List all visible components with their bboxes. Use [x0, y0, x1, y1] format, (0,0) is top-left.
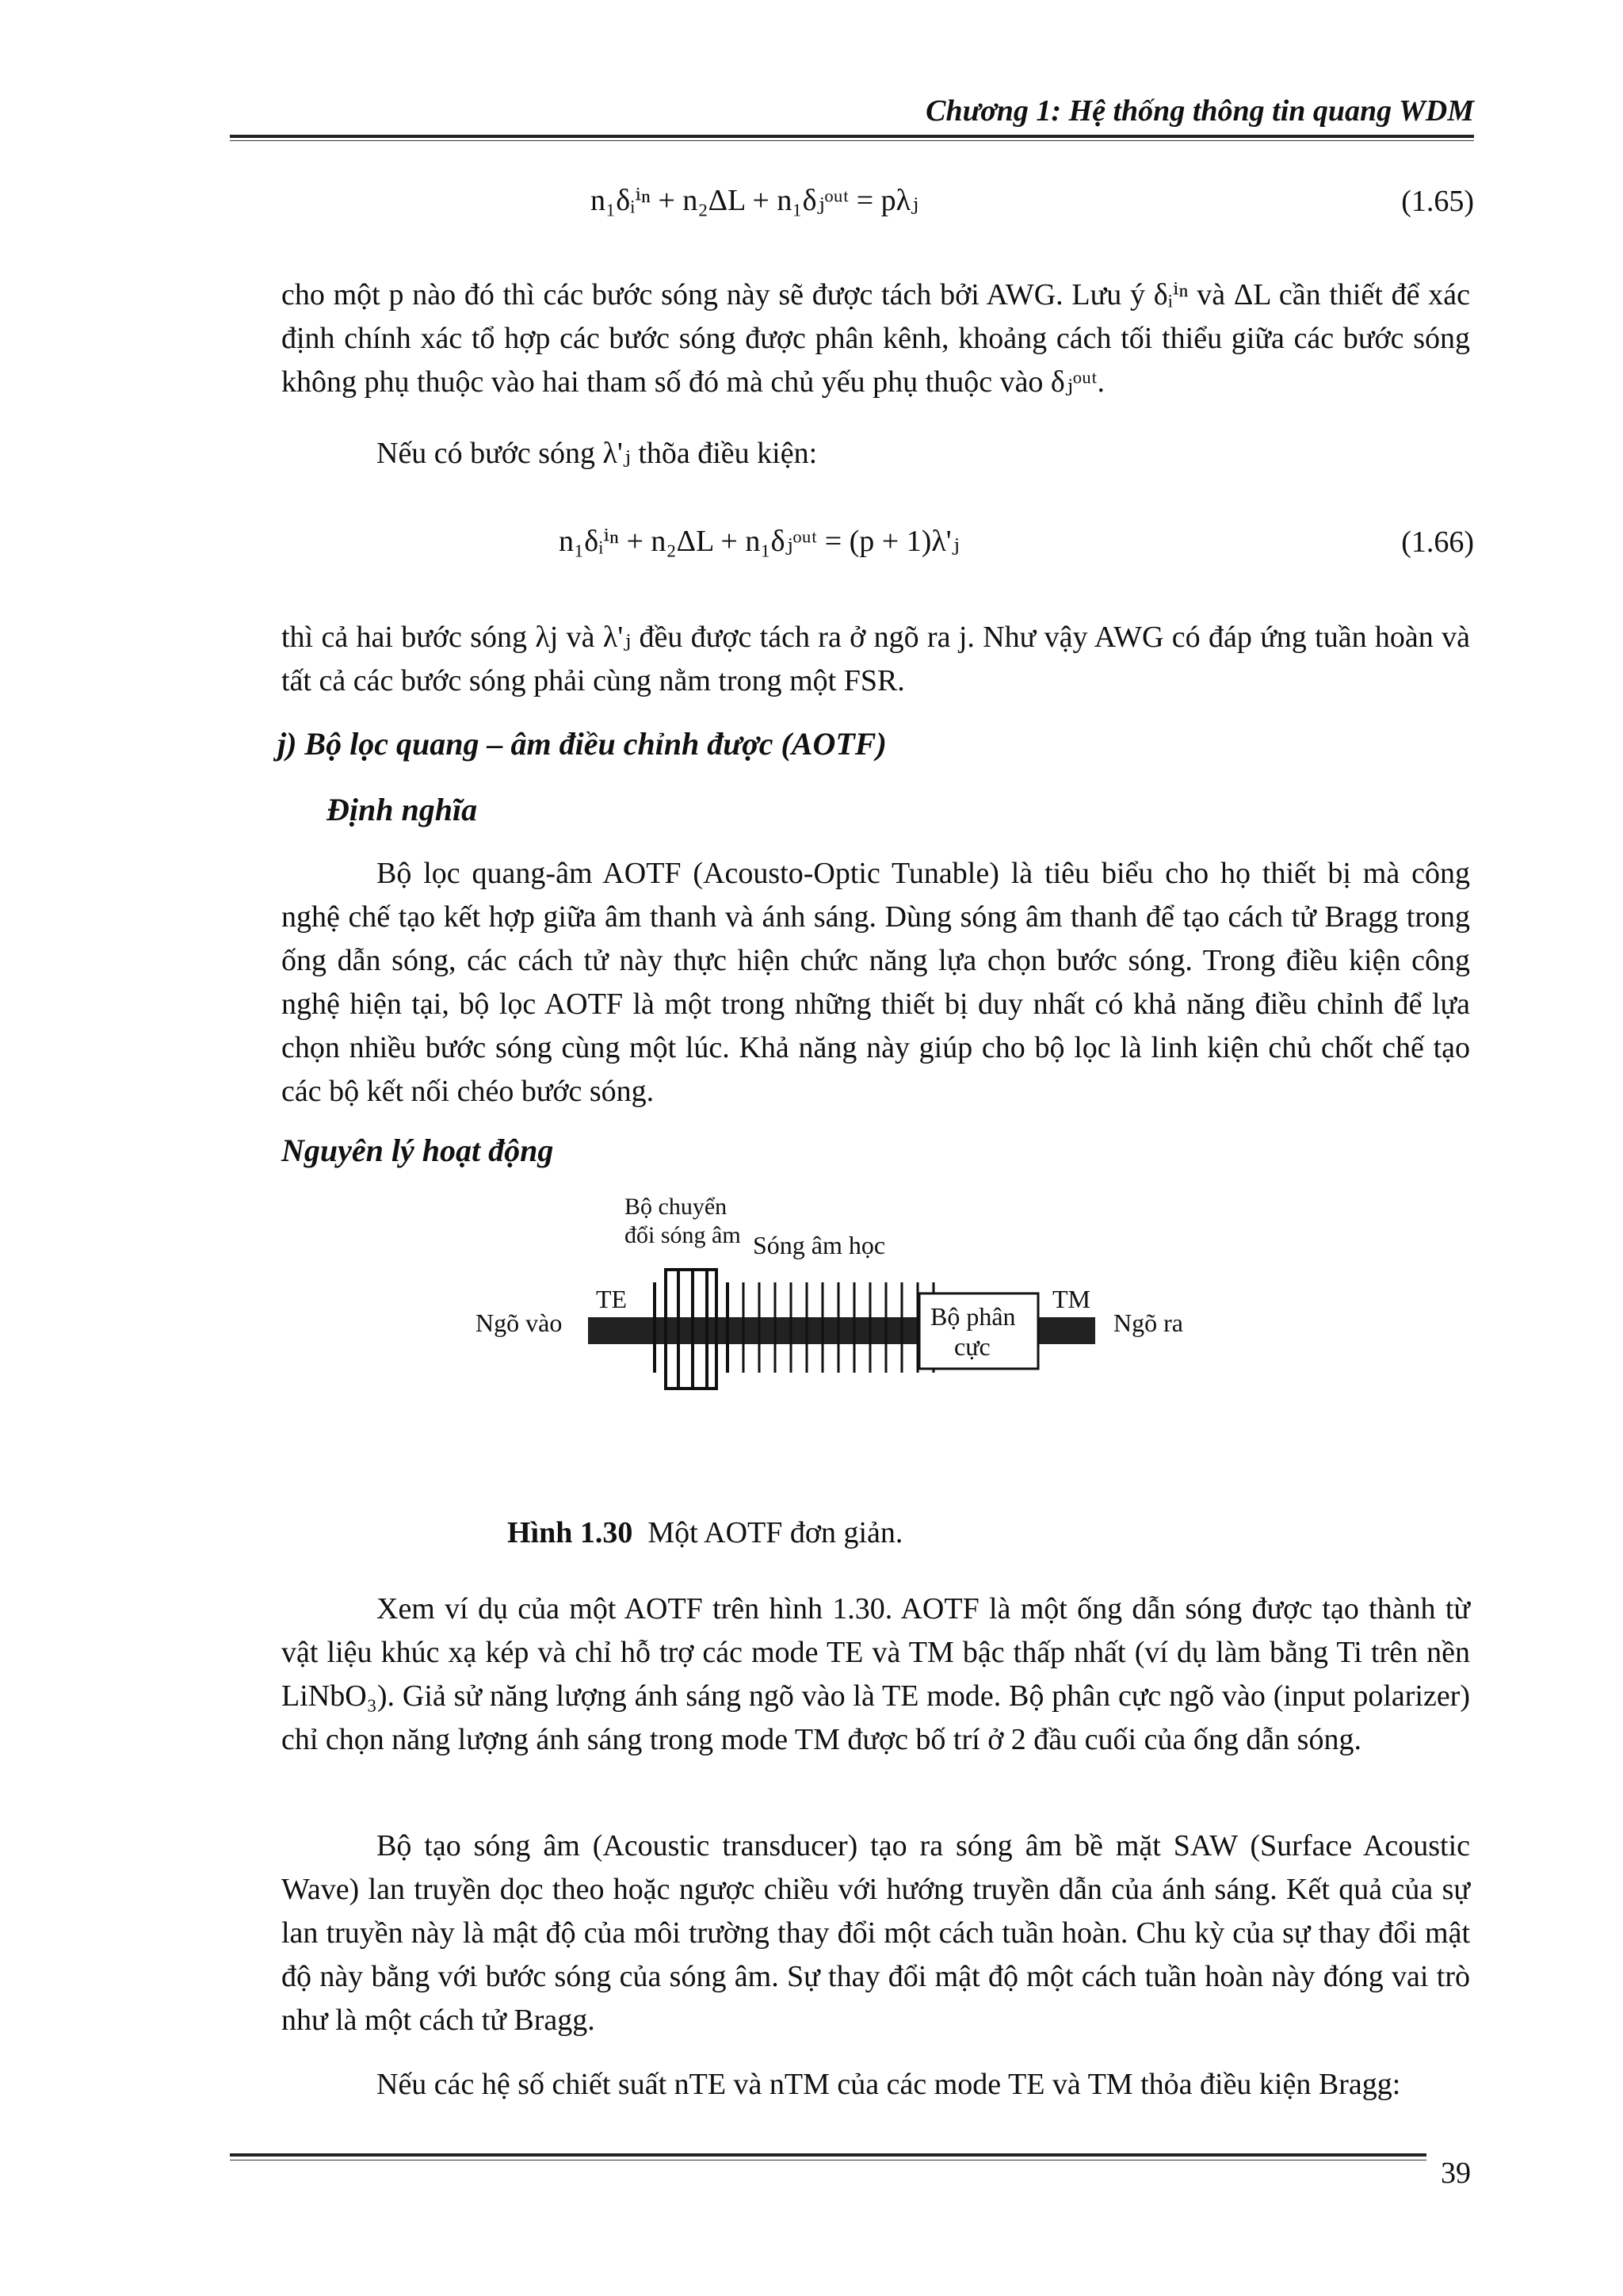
paragraph-bragg-condition: Nếu các hệ số chiết suất nTE và nTM của các mode TE và TM thỏa điều kiện Bragg:: [376, 2068, 1401, 2101]
paragraph-periodic-response: thì cả hai bước sóng λj và λ'ⱼ đều được tách ra ở ngõ ra j. Như vậy AWG có đáp ứng tuần hoàn và tất cả các bước sóng phải cùng nằm trong một FSR.: [281, 621, 1470, 697]
paragraph-aotf-example: Xem ví dụ của một AOTF trên hình 1.30. AOTF là một ống dẫn sóng được tạo thành từ vật liệu khúc xạ kép và chỉ hỗ trợ các mode TE và TM bậc thấp nhất (ví dụ làm bằng Ti trên nền LiNbO₃). Giả sử năng lượng ánh sáng ngõ vào là TE mode. Bộ phân cực ngõ vào (input polarizer) chỉ chọn năng lượng ánh sáng trong mode TM được bố trí ở 2 đầu cuối của ống dẫn sóng.: [281, 1592, 1470, 1756]
label-te: TE: [596, 1285, 628, 1313]
paragraph-condition: Nếu có bước sóng λ'ⱼ thõa điều kiện:: [376, 437, 818, 470]
section-heading-aotf: j) Bộ lọc quang – âm điều chỉnh được (AOTF): [277, 726, 887, 762]
label-input: Ngõ vào: [475, 1308, 563, 1337]
label-polarizer-line2: cực: [954, 1332, 991, 1361]
aotf-diagram: [444, 1189, 1183, 1411]
footer-rule: [230, 2153, 1426, 2157]
paragraph-acoustic-transducer: Bộ tạo sóng âm (Acoustic transducer) tạo ra sóng âm bề mặt SAW (Surface Acoustic Wave) lan truyền dọc theo hoặc ngược chiều với hướng truyền dẫn của ánh sáng. Kết quả của sự lan truyền này là mật độ của môi trường thay đổi một cách tuần hoàn. Chu kỳ của sự thay đổi mật độ này bằng với bước sóng của sóng âm. Sự thay đổi mật độ một cách tuần hoàn này đóng vai trò như là một cách tử Bragg.: [281, 1829, 1470, 2037]
header-rule: [230, 135, 1474, 138]
label-output: Ngõ ra: [1113, 1308, 1183, 1337]
label-tm: TM: [1052, 1285, 1090, 1313]
paragraph-awg-separation: cho một p nào đó thì các bước sóng này sẽ được tách bởi AWG. Lưu ý δᵢⁱⁿ và ΔL cần thiết để xác định chính xác tổ hợp các bước sóng được phân kênh, khoảng cách tối thiểu giữa các bước sóng không phụ thuộc vào hai tham số đó mà chủ yếu phụ thuộc vào δⱼᵒᵘᵗ.: [281, 278, 1470, 399]
label-polarizer-line1: Bộ phân: [930, 1302, 1016, 1331]
paragraph-aotf-definition: Bộ lọc quang-âm AOTF (Acousto-Optic Tunable) là tiêu biểu cho họ thiết bị mà công nghệ chế tạo kết hợp giữa âm thanh và ánh sáng. Dùng sóng âm thanh để tạo cách tử Bragg trong ống dẫn sóng, các cách tử này thực hiện chức năng lựa chọn bước sóng. Trong điều kiện công nghệ hiện tại, bộ lọc AOTF là một trong những thiết bị duy nhất có khả năng điều chỉnh để lựa chọn nhiều bước sóng cùng một lúc. Khả năng này giúp cho bộ lọc là linh kiện chủ chốt chế tạo các bộ kết nối chéo bước sóng.: [281, 857, 1470, 1108]
page-number: 39: [1441, 2157, 1471, 2190]
label-transducer-line1: Bộ chuyển: [624, 1194, 727, 1220]
subheading-principle: Nguyên lý hoạt động: [281, 1133, 554, 1168]
equation-number-1-65: (1.65): [1401, 185, 1474, 218]
header-rule-thin: [230, 140, 1474, 141]
figure-caption: [507, 1515, 903, 1550]
equation-1-65: n₁δᵢⁱⁿ + n₂ΔL + n₁δⱼᵒᵘᵗ = pλⱼ: [590, 184, 919, 217]
figure-caption-text: Một AOTF đơn giản.: [647, 1516, 903, 1549]
chapter-header: Chương 1: Hệ thống thông tin quang WDM: [926, 94, 1474, 128]
label-acoustic-wave: Sóng âm học: [753, 1231, 886, 1259]
equation-1-66: n₁δᵢⁱⁿ + n₂ΔL + n₁δⱼᵒᵘᵗ = (p + 1)λ'ⱼ: [559, 525, 960, 558]
equation-number-1-66: (1.66): [1401, 525, 1474, 559]
label-transducer-line2: đổi sóng âm: [624, 1222, 741, 1248]
subheading-definition: Định nghĩa: [327, 792, 478, 827]
figure-caption-label: Hình 1.30: [507, 1516, 633, 1549]
